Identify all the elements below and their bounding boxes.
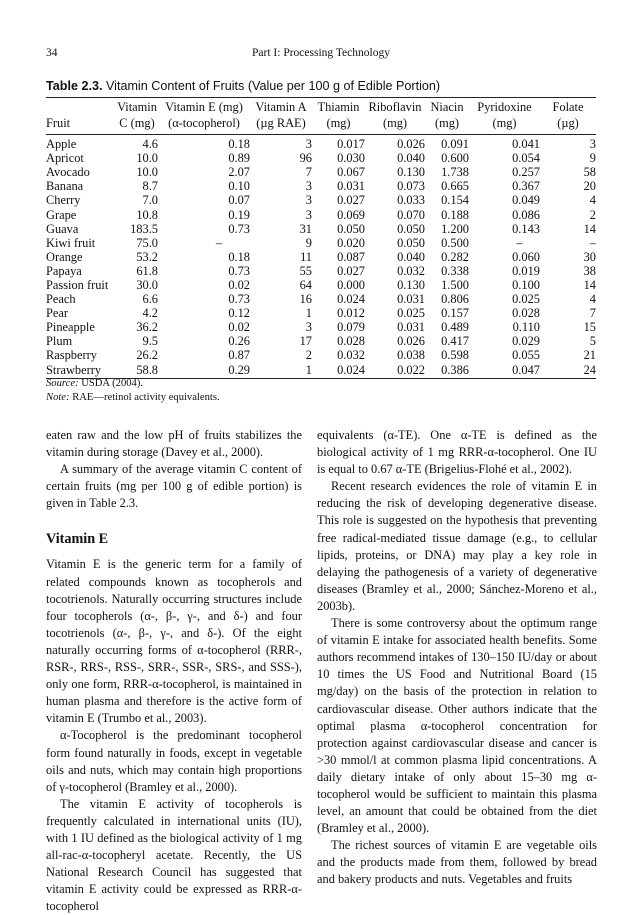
value-cell: 0.02: [228, 277, 250, 292]
value-cell: 75.0: [136, 235, 158, 250]
value-cell: 3: [305, 193, 312, 208]
value-cell: 1: [305, 306, 312, 321]
value-cell: 0.055: [512, 348, 540, 363]
value-cell: 0.143: [512, 221, 540, 236]
value-cell: 0.086: [512, 207, 540, 222]
value-cell: 0.10: [228, 179, 250, 194]
fruit-name-cell: Orange: [46, 249, 83, 264]
value-cell: 4: [589, 193, 596, 208]
value-cell: 10.0: [136, 165, 158, 180]
value-cell: 0.040: [397, 249, 425, 264]
fruit-name-cell: Peach: [46, 292, 76, 307]
value-cell: 0.665: [441, 179, 469, 194]
value-cell: 4.2: [142, 306, 158, 321]
column-header-line2: (mg): [382, 115, 408, 130]
table-header-rule: [46, 134, 596, 135]
body-column-right: [317, 427, 597, 889]
value-cell: 14: [583, 221, 596, 236]
column-header-line1: Niacin: [430, 100, 464, 114]
table-row: [46, 222, 596, 236]
fruit-name-cell: Cherry: [46, 193, 81, 208]
fruit-name-cell: Raspberry: [46, 348, 97, 363]
table-row: [46, 306, 596, 320]
value-cell: 0.029: [512, 334, 540, 349]
column-header-line2: (mg): [492, 115, 517, 130]
page-number: 34: [46, 47, 58, 59]
value-cell: 0.026: [397, 334, 425, 349]
table-row: [46, 151, 596, 165]
section-heading: Vitamin E: [46, 531, 109, 548]
value-cell: –: [215, 235, 223, 250]
column-header-line2: (mg): [434, 115, 460, 130]
column-header-line1: Vitamin A: [255, 100, 307, 114]
column-header: [540, 100, 596, 134]
value-cell: 0.060: [512, 249, 540, 264]
column-header: [425, 100, 469, 134]
value-cell: 0.033: [397, 193, 425, 208]
value-cell: 0.032: [337, 348, 365, 363]
column-header: [365, 100, 425, 134]
value-cell: 0.87: [228, 348, 250, 363]
value-cell: 7: [305, 165, 312, 180]
value-cell: 38: [583, 263, 596, 278]
table-row: [46, 292, 596, 306]
value-cell: 3: [305, 320, 312, 335]
table-caption: [46, 79, 596, 93]
value-cell: 0.067: [337, 165, 365, 180]
value-cell: 0.026: [397, 137, 425, 152]
value-cell: 0.020: [337, 235, 365, 250]
value-cell: 0.050: [337, 221, 365, 236]
value-cell: 0.154: [441, 193, 469, 208]
table-row: [46, 278, 596, 292]
value-cell: 26.2: [136, 348, 158, 363]
value-cell: 16: [299, 292, 312, 307]
value-cell: 0.600: [441, 151, 469, 166]
column-header-line2: (α-tocopherol): [168, 115, 240, 130]
value-cell: 0.29: [228, 362, 250, 377]
value-cell: 0.73: [228, 221, 250, 236]
table-row: [46, 236, 596, 250]
value-cell: 55: [299, 263, 312, 278]
value-cell: 0.188: [441, 207, 469, 222]
table-row: [46, 363, 596, 377]
value-cell: 30.0: [136, 277, 158, 292]
table-row: [46, 320, 596, 334]
value-cell: 2: [589, 207, 596, 222]
column-header-line1: Thiamin: [317, 100, 360, 114]
value-cell: 20: [583, 179, 596, 194]
table-row: [46, 250, 596, 264]
value-cell: 0.19: [228, 207, 250, 222]
value-cell: 14: [583, 277, 596, 292]
fruit-name-cell: Strawberry: [46, 362, 102, 377]
column-header-line1: Vitamin E (mg): [165, 100, 243, 114]
column-header: [469, 100, 540, 134]
value-cell: 0.050: [397, 221, 425, 236]
value-cell: 64: [299, 277, 312, 292]
value-cell: 0.02: [228, 320, 250, 335]
vitamin-table: [46, 100, 596, 377]
fruit-name-cell: Plum: [46, 334, 73, 349]
value-cell: 0.257: [512, 165, 540, 180]
value-cell: 0.338: [441, 263, 469, 278]
value-cell: 0.040: [397, 151, 425, 166]
column-header: [250, 100, 312, 134]
table-top-rule: [46, 97, 596, 98]
value-cell: 0.26: [228, 334, 250, 349]
value-cell: 0.73: [228, 263, 250, 278]
value-cell: 0.027: [337, 193, 365, 208]
value-cell: 3: [305, 207, 312, 222]
value-cell: 3: [305, 179, 312, 194]
table-source: Source: USDA (2004).: [46, 378, 144, 389]
value-cell: 17: [299, 334, 312, 349]
value-cell: 0.031: [337, 179, 365, 194]
table-header: [46, 100, 596, 134]
value-cell: 0.024: [337, 362, 365, 377]
value-cell: 0.367: [512, 179, 540, 194]
body-paragraph: The vitamin E activity of tocopherols is frequently calculated in international units (IU), with 1 IU defined as the biological activity of 1 mg all-rac-α-tocopheryl acetate. Recently, the US National Research Council has suggested that vitamin E activity could be expressed as RRR-α-tocopherol: [46, 796, 302, 914]
value-cell: 0.012: [337, 306, 365, 321]
value-cell: 0.282: [441, 249, 469, 264]
column-header-line1: Folate: [552, 100, 584, 114]
value-cell: 0.500: [441, 235, 469, 250]
value-cell: 0.017: [337, 137, 365, 152]
value-cell: 21: [583, 348, 596, 363]
value-cell: –: [516, 235, 523, 250]
column-header-line1: Vitamin: [117, 100, 157, 114]
table-row: [46, 264, 596, 278]
value-cell: 24: [583, 362, 596, 377]
value-cell: 10.8: [136, 207, 158, 222]
column-header-line2: (µg): [557, 115, 579, 130]
value-cell: 3: [589, 137, 596, 152]
table-row: [46, 207, 596, 221]
value-cell: 0.025: [397, 306, 425, 321]
value-cell: 0.110: [512, 320, 540, 335]
value-cell: 31: [299, 221, 312, 236]
value-cell: 10.0: [136, 151, 158, 166]
fruit-name-cell: Apricot: [46, 151, 84, 166]
value-cell: 0.069: [337, 207, 365, 222]
table-row: [46, 134, 596, 151]
body-paragraph: There is some controversy about the optimum range of vitamin E intake for associated health benefits. Some authors recommend intakes of 130–150 IU/day or about 10 times the US Food and Nutritional Board (15 mg/day) on the basis of the protection in relation to cardiovascular disease. Other authors indicate that the optimal plasma α-tocopherol concentration for protection against cardiovascular disease and cancer is >30 mmol/l at common plasma lipid concentrations. A daily dietary intake of only about 15–30 mg α-tocopherol would be sufficient to maintain this plasma level, an amount that could be obtained from the diet (Bramley et al., 2000).: [317, 616, 597, 836]
fruit-name-cell: Pear: [46, 306, 69, 321]
fruit-name-cell: Papaya: [46, 263, 82, 278]
value-cell: 0.038: [397, 348, 425, 363]
value-cell: 1.500: [441, 277, 469, 292]
table-row: [46, 165, 596, 179]
table-notes: [46, 377, 220, 405]
fruit-name-cell: Pineapple: [46, 320, 95, 335]
value-cell: 0.047: [512, 362, 540, 377]
table-row: [46, 334, 596, 348]
value-cell: 9: [305, 235, 312, 250]
table-row: [46, 348, 596, 362]
value-cell: 0.070: [397, 207, 425, 222]
fruit-name-cell: Kiwi fruit: [46, 235, 96, 250]
value-cell: 0.028: [512, 306, 540, 321]
page-header: [46, 47, 596, 63]
value-cell: 1.200: [441, 221, 469, 236]
column-header-line2: Fruit: [46, 115, 71, 130]
column-header-line1: Pyridoxine: [477, 100, 532, 114]
value-cell: 8.7: [142, 179, 158, 194]
body-paragraph: eaten raw and the low pH of fruits stabilizes the vitamin during storage (Davey et al., 2000).: [46, 428, 302, 460]
body-paragraph: The richest sources of vitamin E are vegetable oils and the products made from them, followed by bread and bakery products and nuts. Vegetables and fruits: [317, 838, 597, 887]
value-cell: 1.738: [441, 165, 469, 180]
fruit-name-cell: Avocado: [46, 165, 90, 180]
value-cell: 0.130: [397, 165, 425, 180]
value-cell: 5: [589, 334, 596, 349]
value-cell: 0.028: [337, 334, 365, 349]
value-cell: 0.050: [397, 235, 425, 250]
body-paragraph: Recent research evidences the role of vitamin E in reducing the risk of developing degenerative disease. This role is suggested on the hypothesis that preventing free radical-mediated tissue damage (e.g., to cellular lipids, proteins, or DNA) may play a key role in delaying the pathogenesis of a variety of degenerative diseases (Bramley et al., 2000; Sánchez-Moreno et al., 2003b).: [317, 479, 597, 613]
value-cell: –: [589, 235, 596, 250]
value-cell: 0.031: [397, 292, 425, 307]
fruit-name-cell: Banana: [46, 179, 84, 194]
column-header: [46, 100, 116, 134]
value-cell: 0.030: [337, 151, 365, 166]
value-cell: 0.073: [397, 179, 425, 194]
value-cell: 0.130: [397, 277, 425, 292]
value-cell: 3: [305, 137, 312, 152]
column-header-line1: Riboflavin: [368, 100, 422, 114]
fruit-name-cell: Grape: [46, 207, 77, 222]
value-cell: 0.079: [337, 320, 365, 335]
value-cell: 4: [589, 292, 596, 307]
value-cell: 58.8: [136, 362, 158, 377]
table-row: [46, 179, 596, 193]
body-paragraph: α-Tocopherol is the predominant tocopherol form found naturally in foods, except in vegetable oils and nuts, which may contain high proportions of γ-tocopherol (Bramley et al., 2000).: [46, 728, 302, 794]
column-header: [116, 100, 158, 134]
body-column-left: [46, 427, 302, 915]
value-cell: 9: [589, 151, 596, 166]
value-cell: 2.07: [228, 165, 250, 180]
value-cell: 0.091: [441, 137, 469, 152]
value-cell: 0.031: [397, 320, 425, 335]
column-header-line2: C (mg): [119, 115, 155, 130]
value-cell: 0.027: [337, 263, 365, 278]
column-header-line2: (µg RAE): [256, 115, 306, 130]
column-header-line2: (mg): [326, 115, 351, 130]
value-cell: 6.6: [142, 292, 158, 307]
value-cell: 0.89: [228, 151, 250, 166]
value-cell: 0.07: [228, 193, 250, 208]
column-header: [312, 100, 365, 134]
value-cell: 0.598: [441, 348, 469, 363]
value-cell: 4.6: [142, 137, 158, 152]
value-cell: 15: [583, 320, 596, 335]
value-cell: 0.025: [512, 292, 540, 307]
value-cell: 0.000: [337, 277, 365, 292]
value-cell: 61.8: [136, 263, 158, 278]
fruit-name-cell: Guava: [46, 221, 79, 236]
value-cell: 0.386: [441, 362, 469, 377]
value-cell: 53.2: [136, 249, 158, 264]
column-header: [158, 100, 250, 134]
body-paragraph: A summary of the average vitamin C content of certain fruits (mg per 100 g of edible portion) is given in Table 2.3.: [46, 462, 302, 511]
value-cell: 0.806: [441, 292, 469, 307]
table-title: Vitamin Content of Fruits (Value per 100 g of Edible Portion): [105, 79, 441, 93]
value-cell: 0.12: [228, 306, 250, 321]
value-cell: 0.049: [512, 193, 540, 208]
running-title: Part I: Processing Technology: [252, 47, 390, 59]
value-cell: 0.73: [228, 292, 250, 307]
value-cell: 36.2: [136, 320, 158, 335]
fruit-name-cell: Apple: [46, 137, 77, 152]
table-row: [46, 193, 596, 207]
value-cell: 0.417: [441, 334, 469, 349]
value-cell: 0.024: [337, 292, 365, 307]
value-cell: 0.18: [228, 249, 250, 264]
value-cell: 0.041: [512, 137, 540, 152]
table-note: Note: RAE—retinol activity equivalents.: [46, 392, 220, 403]
value-cell: 2: [305, 348, 312, 363]
value-cell: 7.0: [142, 193, 158, 208]
value-cell: 0.032: [397, 263, 425, 278]
value-cell: 0.18: [228, 137, 250, 152]
value-cell: 0.019: [512, 263, 540, 278]
fruit-name-cell: Passion fruit: [46, 277, 109, 292]
value-cell: 30: [583, 249, 596, 264]
value-cell: 96: [299, 151, 312, 166]
value-cell: 0.022: [397, 362, 425, 377]
value-cell: 183.5: [130, 221, 158, 236]
value-cell: 1: [305, 362, 312, 377]
table-body: [46, 134, 596, 377]
body-paragraph: Vitamin E is the generic term for a family of related compounds known as tocopherols and tocotrienols. Naturally occurring structures include four tocopherols (α-, β-, γ-, and δ-) and four tocotrienols (α-, β-, γ-, and δ-). Of the eight naturally occurring forms of α-tocopherol (RRR-, RSR-, RRS-, RSS-, SRR-, SSR-, SRS-, and SSS-), only one form, RRR-α-tocopherol, is maintained in human plasma and therefore is the active form of vitamin E (Trumbo et al., 2003).: [46, 557, 302, 726]
value-cell: 9.5: [142, 334, 158, 349]
value-cell: 0.054: [512, 151, 540, 166]
body-paragraph: equivalents (α-TE). One α-TE is defined as the biological activity of 1 mg RRR-α-tocopherol. One IU is equal to 0.67 α-TE (Brigelius-Flohé et al., 2002).: [317, 428, 597, 477]
value-cell: 58: [583, 165, 596, 180]
value-cell: 0.087: [337, 249, 365, 264]
value-cell: 0.157: [441, 306, 469, 321]
table-label: Table 2.3.: [46, 79, 103, 93]
value-cell: 11: [300, 249, 312, 264]
value-cell: 0.489: [441, 320, 469, 335]
value-cell: 7: [589, 306, 596, 321]
value-cell: 0.100: [512, 277, 540, 292]
